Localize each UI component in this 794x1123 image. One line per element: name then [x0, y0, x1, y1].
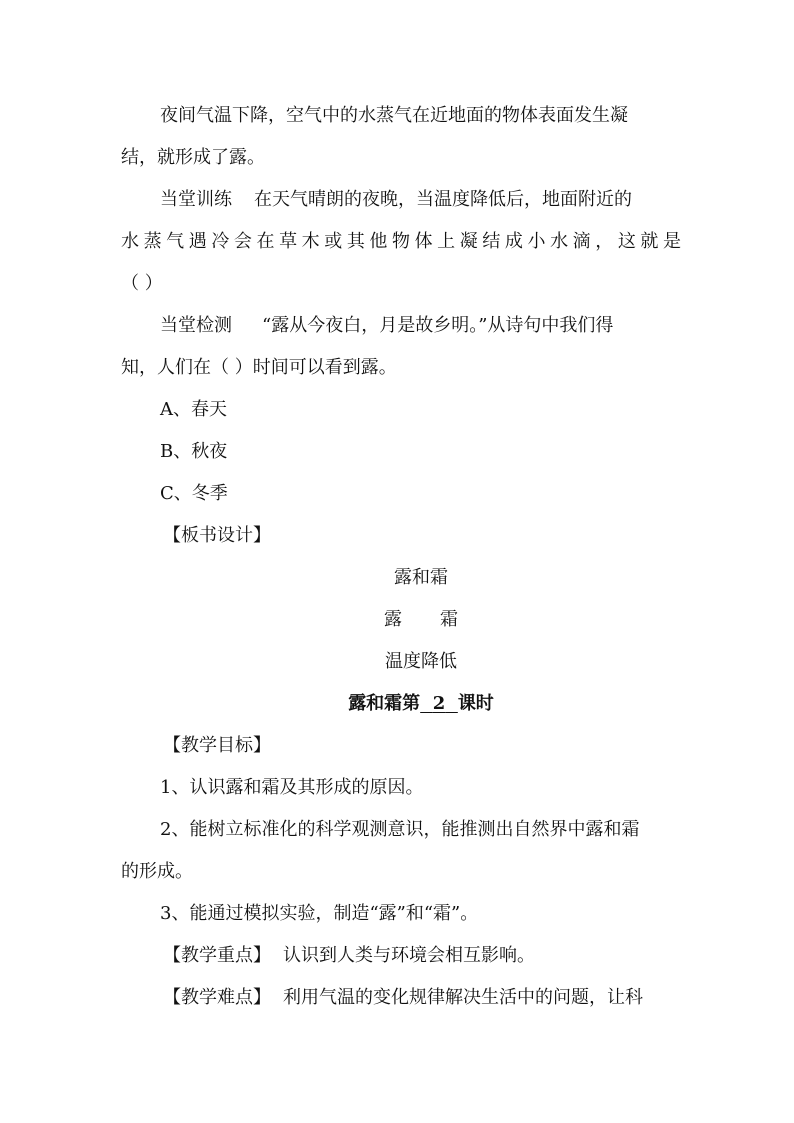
paragraph-line: 夜间气温下降，空气中的水蒸气在近地面的物体表面发生凝	[160, 105, 628, 126]
practice-label: 当堂训练	[160, 189, 232, 210]
difficulty-line	[163, 986, 643, 1010]
key-points-label: 【教学重点】	[163, 945, 271, 966]
paragraph-line: 结，就形成了露。	[121, 147, 265, 168]
paragraph-line: 知，人们在（ ）时间可以看到露。	[121, 357, 397, 378]
board-row	[121, 608, 721, 632]
option-b: B、秋夜	[160, 441, 228, 462]
option-a: A、春天	[160, 399, 227, 420]
lesson-title	[121, 692, 721, 716]
board-heading: 【板书设计】	[163, 525, 271, 546]
test-label: 当堂检测	[160, 315, 232, 336]
test-line	[160, 314, 613, 338]
practice-text: 在天气晴朗的夜晚，当温度降低后，地面附近的	[254, 189, 632, 210]
difficulty-text: 利用气温的变化规律解决生活中的问题，让科	[283, 987, 643, 1008]
answer-blank: （ ）	[121, 273, 163, 294]
paragraph-line: 水蒸气遇冷会在草木或其他物体上凝结成小水滴，这就是	[121, 231, 681, 252]
lesson-title-post: 课时	[457, 693, 494, 714]
test-text: “露从今夜白，月是故乡明。”从诗句中我们得	[262, 315, 614, 336]
lesson-title-pre: 露和霜第	[348, 693, 421, 714]
lesson-number: 2	[432, 693, 446, 714]
board-lu: 露	[384, 609, 402, 630]
key-points-line	[163, 944, 535, 968]
option-c: C、冬季	[160, 483, 228, 504]
difficulty-label: 【教学难点】	[163, 987, 271, 1008]
goal-item: 1、认识露和霜及其形成的原因。	[160, 777, 424, 798]
practice-line	[160, 188, 632, 212]
board-title: 露和霜	[394, 567, 448, 588]
goals-heading: 【教学目标】	[163, 735, 271, 756]
goal-item: 3、能通过模拟实验，制造“露”和“霜”。	[160, 903, 479, 924]
board-temp: 温度降低	[385, 651, 457, 672]
goal-item: 2、能树立标准化的科学观测意识，能推测出自然界中露和霜	[160, 819, 640, 840]
board-shuang: 霜	[440, 609, 458, 630]
key-points-text: 认识到人类与环境会相互影响。	[283, 945, 535, 966]
goal-item-continued: 的形成。	[121, 861, 193, 882]
